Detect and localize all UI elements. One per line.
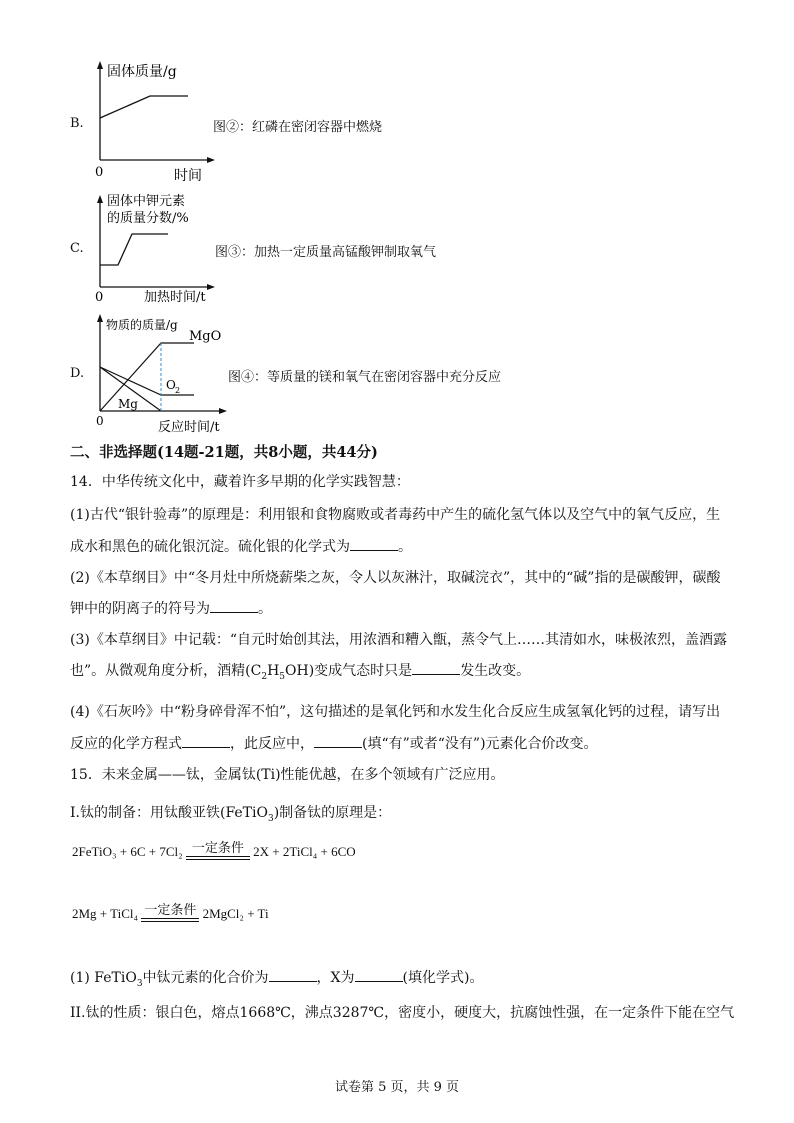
figure-c-xlabel: 加热时间/t <box>144 290 206 305</box>
answer-blank[interactable] <box>350 536 398 551</box>
answer-blank[interactable] <box>355 967 403 982</box>
q14-part3-line1: (3)《本草纲目》中记载：“自元时始创其法，用浓酒和糟入甑，蒸令气上……其清如水，味极浓烈，盖酒露 <box>70 632 727 648</box>
q14-stem: 14．中华传统文化中，藏着许多早期的化学实践智慧： <box>70 474 410 490</box>
figure-b-xlabel: 时间 <box>174 168 202 184</box>
figure-d-origin: 0 <box>96 414 104 428</box>
answer-blank[interactable] <box>210 598 258 613</box>
option-c-label: C. <box>70 241 84 256</box>
equation-2: 2Mg + TiCl₄ 一定条件 2MgCl₂ + Ti <box>72 902 269 921</box>
figure-b-origin: 0 <box>95 165 104 180</box>
q14-part4-line1: (4)《石灰吟》中“粉身碎骨浑不怕”，这句描述的是氧化钙和水发生化合反应生成氢氧化钙的过程，请写出 <box>70 704 721 720</box>
figure-b-graph <box>88 58 228 188</box>
figure-b-curve <box>100 96 188 118</box>
q15-part1: (1) FeTiO$_3$中钛元素的化合价为 ，X为 (填化学式)。 <box>70 967 483 994</box>
figure-d-label-o2-sub: 2 <box>175 386 181 395</box>
figure-b-caption: 图②：红磷在密闭容器中燃烧 <box>213 120 383 135</box>
q14-part1-line1: (1)古代“银针验毒”的原理是：利用银和食物腐败或者毒药中产生的硫化氢气体以及空气中的氧气反应，生 <box>70 507 721 523</box>
answer-blank[interactable] <box>182 733 230 748</box>
section-heading: 二、非选择题(14题-21题，共8小题，共44分) <box>70 444 378 461</box>
figure-c-caption: 图③：加热一定质量高锰酸钾制取氧气 <box>215 245 437 260</box>
figure-d-xlabel: 反应时间/t <box>158 420 220 435</box>
answer-blank[interactable] <box>269 967 317 982</box>
q14-part1-line2: 成水和黑色的硫化银沉淀。硫化银的化学式为 。 <box>70 536 412 557</box>
answer-blank[interactable] <box>314 733 362 748</box>
q14-part4-line2: 反应的化学方程式 ，此反应中， (填“有”或者“没有”)元素化合价改变。 <box>70 733 598 754</box>
option-b-label: B. <box>70 116 84 131</box>
q15-preparation: I.钛的制备：用钛酸亚铁(FeTiO$_3$)制备钛的原理是： <box>70 805 392 824</box>
figure-c-ylabel-2: 的质量分数/% <box>107 211 189 226</box>
q15-stem: 15．未来金属——钛，金属钛(Ti)性能优越，在多个领域有广泛应用。 <box>70 767 505 783</box>
equation-1: 2FeTiO₃ + 6C + 7Cl₂ 一定条件 2X + 2TiCl₄ + 6CO <box>72 840 356 859</box>
figure-d-label-o2: O <box>166 378 176 392</box>
figure-d-caption: 图④：等质量的镁和氧气在密闭容器中充分反应 <box>228 370 502 385</box>
figure-c-curve <box>100 234 168 265</box>
figure-d-label-mg: Mg <box>118 397 138 411</box>
page-footer: 试卷第 5 页，共 9 页 <box>334 1080 460 1095</box>
q14-part2-line1: (2)《本草纲目》中“冬月灶中所烧薪柴之灰，令人以灰淋汁，取碱浣衣”，其中的“碱”指的是碳酸钾，碳酸 <box>70 570 721 586</box>
figure-b-ylabel: 固体质量/g <box>107 64 177 80</box>
figure-c-origin: 0 <box>95 290 104 305</box>
q15-properties: II.钛的性质：银白色，熔点1668℃，沸点3287℃，密度小，硬度大，抗腐蚀性强，在一定条件下能在空气 <box>70 1005 735 1021</box>
q14-part2-line2: 钾中的阴离子的符号为 。 <box>70 598 272 619</box>
figure-d-ylabel: 物质的质量/g <box>106 318 178 332</box>
answer-blank[interactable] <box>412 660 460 675</box>
q14-part3-line2: 也”。从微观角度分析，酒精$(C_2H_5OH)$变成气态时只是 发生改变。 <box>70 660 530 687</box>
option-d-label: D. <box>70 366 85 381</box>
figure-d-graph <box>88 310 233 435</box>
figure-d-label-mgo: MgO <box>189 329 222 344</box>
figure-c-ylabel-1: 固体中钾元素 <box>107 194 186 209</box>
